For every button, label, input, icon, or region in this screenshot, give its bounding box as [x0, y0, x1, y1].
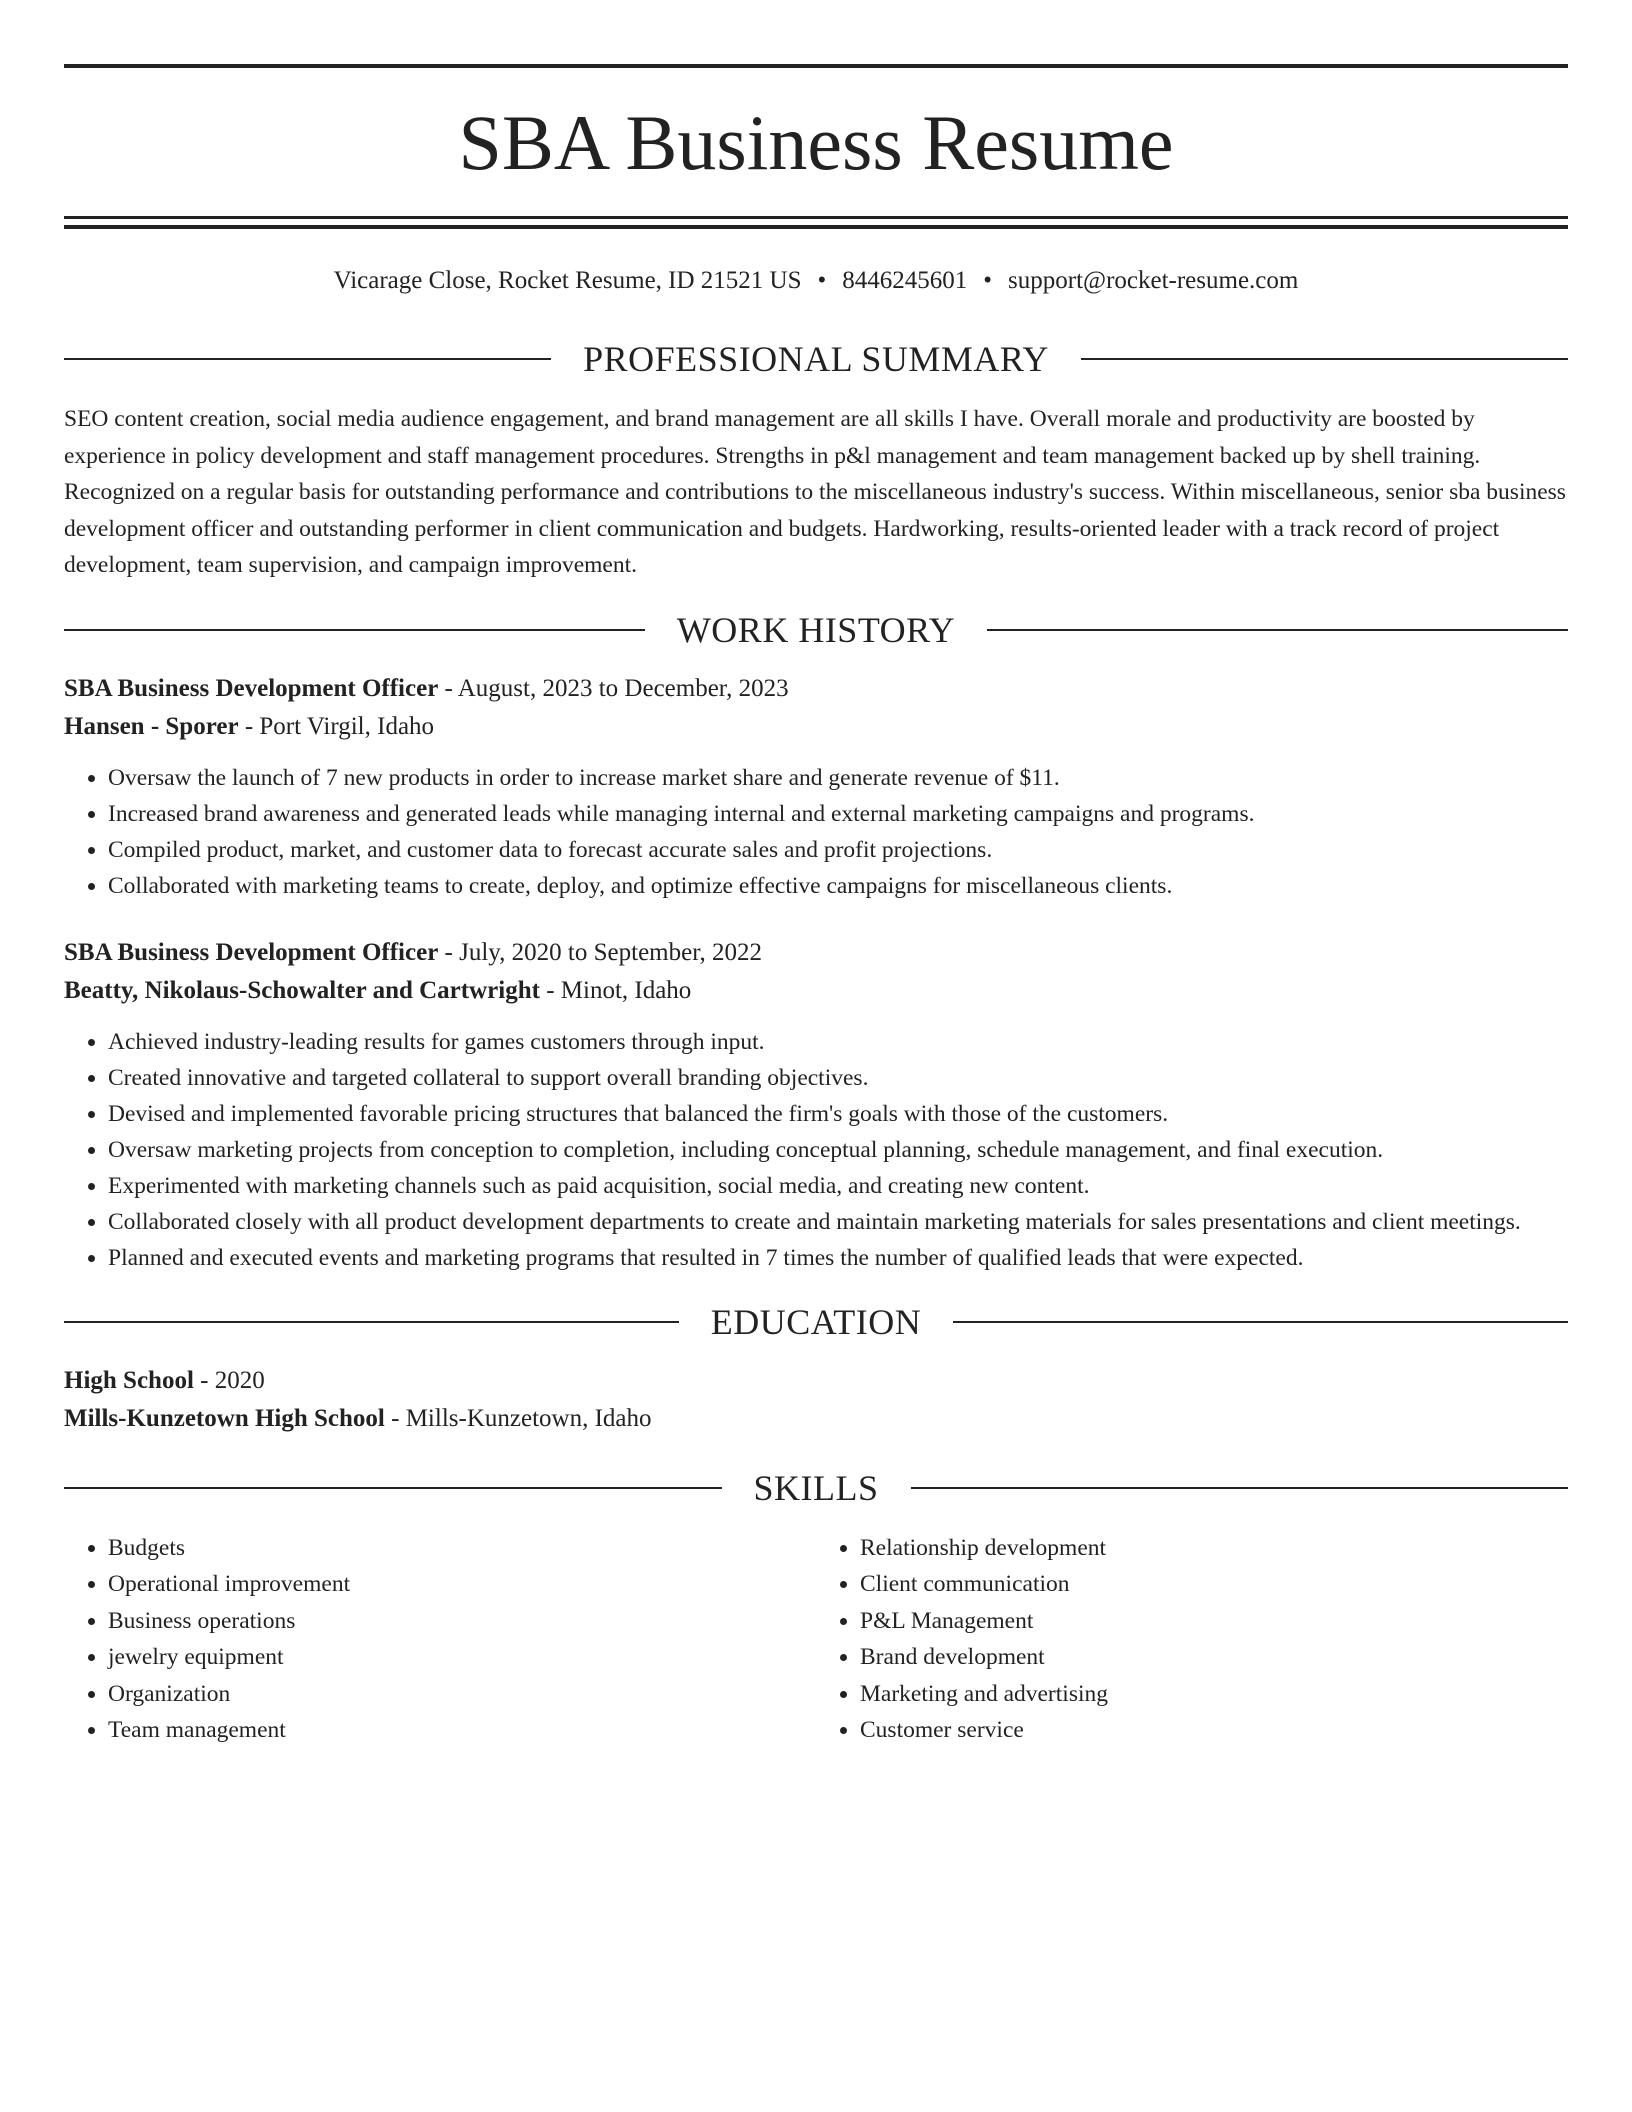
job-entry	[64, 670, 1568, 904]
skill-item: • Operational improvement	[108, 1566, 816, 1603]
heading-rule	[1081, 358, 1568, 360]
list-item: • Collaborated with marketing teams to create, deploy, and optimize effective campaigns for miscellaneous clients.	[108, 868, 1568, 904]
job-bullets	[64, 1024, 1568, 1276]
heading-rule	[911, 1487, 1569, 1489]
heading-rule	[953, 1321, 1568, 1323]
education-school-line	[64, 1400, 1568, 1438]
skill-item: • Client communication	[860, 1566, 1568, 1603]
list-item: • Created innovative and targeted collateral to support overall branding objectives.	[108, 1060, 1568, 1096]
list-item: • Increased brand awareness and generated leads while managing internal and external marketing campaigns and programs.	[108, 796, 1568, 832]
skills-grid	[64, 1530, 1568, 1749]
contact-phone: 8446245601	[842, 267, 968, 294]
job-title: SBA Business Development Officer	[64, 674, 439, 702]
contact-separator: •	[817, 267, 827, 294]
list-item: • Devised and implemented favorable pricing structures that balanced the firm's goals with those of the customers.	[108, 1096, 1568, 1132]
heading-rule	[64, 358, 551, 360]
section-title: EDUCATION	[710, 1301, 922, 1342]
list-item: • Planned and executed events and marketing programs that resulted in 7 times the number of qualified leads that were expected.	[108, 1240, 1568, 1276]
skill-item: • Relationship development	[860, 1530, 1568, 1567]
list-item: • Achieved industry-leading results for games customers through input.	[108, 1024, 1568, 1060]
job-dates: - August, 2023 to December, 2023	[438, 674, 789, 702]
skill-item: • Organization	[108, 1676, 816, 1713]
job-title-line	[64, 670, 1568, 708]
skill-item: • P&L Management	[860, 1603, 1568, 1640]
job-company: Beatty, Nikolaus-Schowalter and Cartwright	[64, 976, 540, 1004]
job-location: - Minot, Idaho	[539, 976, 692, 1004]
contact-separator: •	[983, 267, 993, 294]
top-rule	[64, 64, 1568, 68]
skills-column-left	[64, 1530, 816, 1749]
heading-rule	[64, 1487, 722, 1489]
title-double-rule	[64, 216, 1568, 229]
heading-rule	[64, 1321, 679, 1323]
job-company: Hansen - Sporer	[64, 712, 239, 740]
education-school: Mills-Kunzetown High School	[64, 1404, 385, 1432]
contact-address: Vicarage Close, Rocket Resume, ID 21521 US	[333, 267, 802, 294]
section-heading-education	[64, 1302, 1568, 1342]
skill-item: • Marketing and advertising	[860, 1676, 1568, 1713]
education-location: - Mills-Kunzetown, Idaho	[384, 1404, 652, 1432]
job-location: - Port Virgil, Idaho	[238, 712, 435, 740]
skill-item: • Business operations	[108, 1603, 816, 1640]
heading-rule	[987, 629, 1568, 631]
skill-item: • Brand development	[860, 1639, 1568, 1676]
section-title: WORK HISTORY	[676, 609, 956, 650]
heading-rule	[64, 629, 645, 631]
job-title: SBA Business Development Officer	[64, 938, 439, 966]
section-heading-skills	[64, 1468, 1568, 1508]
skill-item: • Customer service	[860, 1712, 1568, 1749]
skill-item: • Budgets	[108, 1530, 816, 1567]
education-degree-line	[64, 1362, 1568, 1400]
list-item: • Oversaw the launch of 7 new products in order to increase market share and generate revenue of $11.	[108, 760, 1568, 796]
resume-title: SBA Business Resume	[458, 99, 1174, 186]
job-entry	[64, 934, 1568, 1276]
skill-item: • jewelry equipment	[108, 1639, 816, 1676]
contact-email: support@rocket-resume.com	[1008, 267, 1299, 294]
job-company-line	[64, 972, 1568, 1010]
education-year: - 2020	[193, 1366, 265, 1394]
education-entry	[64, 1362, 1568, 1438]
section-heading-work	[64, 610, 1568, 650]
contact-line	[64, 263, 1568, 299]
job-bullets	[64, 760, 1568, 904]
section-title: PROFESSIONAL SUMMARY	[583, 339, 1049, 379]
education-degree: High School	[64, 1366, 194, 1394]
list-item: • Experimented with marketing channels such as paid acquisition, social media, and creating new content.	[108, 1168, 1568, 1204]
skill-item: • Team management	[108, 1712, 816, 1749]
list-item: • Collaborated closely with all product development departments to create and maintain marketing materials for sales presentations and client meetings.	[108, 1204, 1568, 1240]
job-company-line	[64, 708, 1568, 746]
skills-column-right	[816, 1530, 1568, 1749]
section-title: SKILLS	[753, 1467, 879, 1508]
list-item: • Compiled product, market, and customer data to forecast accurate sales and profit projections.	[108, 832, 1568, 868]
section-heading-summary	[64, 339, 1568, 379]
job-title-line	[64, 934, 1568, 972]
summary-text: SEO content creation, social media audience engagement, and brand management are all skills I have. Overall morale and productivity are boosted by experience in policy development and staff management procedures. Strengths in p&l management and team management backed up by shell training. Recognized on a regular basis for outstanding performance and contributions to the miscellaneous industry's success. Within miscellaneous, senior sba business development officer and outstanding performer in client communication and budgets. Hardworking, results-oriented leader with a track record of project development, team supervision, and campaign improvement.	[64, 406, 1566, 578]
job-dates: - July, 2020 to September, 2022	[438, 938, 763, 966]
list-item: • Oversaw marketing projects from conception to completion, including conceptual planning, schedule management, and final execution.	[108, 1132, 1568, 1168]
